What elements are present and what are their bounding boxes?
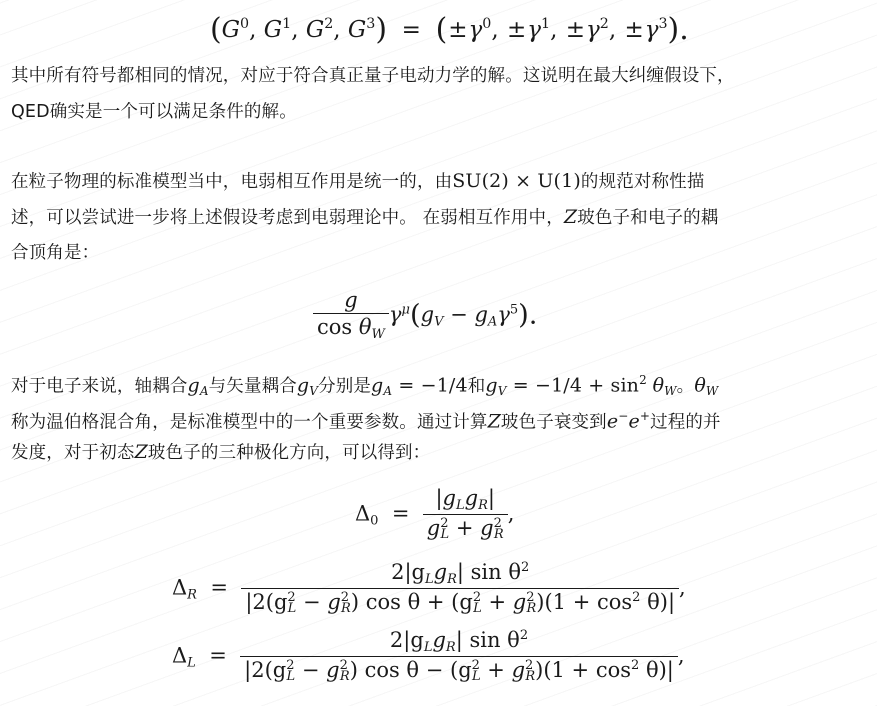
symbol-g: g — [326, 657, 340, 682]
subscript: R — [526, 601, 537, 617]
math-value: = −1/4 — [392, 374, 468, 397]
equals-sign: = — [391, 501, 410, 526]
superscript: − — [618, 409, 629, 423]
text-span: 分别是 — [318, 376, 372, 397]
superscript: 2 — [631, 657, 640, 673]
paren: ( — [210, 12, 222, 48]
text-span: 述，可以尝试进一步将上述假设考虑到电弱理论中。 在弱相互作用中， — [11, 208, 564, 228]
paragraph-electroweak — [11, 163, 867, 271]
symbol-g: g — [432, 628, 446, 653]
subscript: 0 — [370, 513, 379, 529]
symbol-g: g — [511, 657, 526, 682]
subscript: R — [341, 601, 351, 617]
comma: , — [491, 16, 499, 43]
subscript: W — [371, 327, 385, 343]
superscript: 2 — [286, 657, 295, 673]
symbol-g: g — [426, 515, 441, 540]
superscript: 1 — [282, 16, 292, 32]
comma: , — [249, 16, 257, 43]
symbol-G: G — [221, 16, 241, 43]
subscript: A — [383, 384, 393, 399]
symbol-theta: θ — [358, 315, 372, 340]
text-span: 与矢量耦合 — [208, 376, 297, 397]
subscript: R — [493, 527, 504, 543]
paren: ( — [435, 12, 448, 48]
superscript: 2 — [471, 657, 480, 673]
math-su2-u1: SU(2) × U(1) — [452, 170, 581, 192]
fraction — [240, 628, 678, 686]
subscript: L — [456, 497, 465, 513]
superscript: 2 — [324, 16, 334, 32]
superscript: 2 — [340, 589, 350, 605]
subscript: L — [423, 639, 433, 655]
subscript: A — [199, 384, 209, 399]
symbol-e: e — [606, 410, 619, 433]
minus-sign: − — [303, 589, 321, 614]
superscript: 2 — [440, 515, 449, 531]
equation-delta-0 — [355, 486, 514, 544]
equals-sign: = — [210, 575, 228, 600]
paren: ( — [409, 299, 421, 331]
text-line — [11, 362, 867, 398]
den-part: θ)| — [647, 589, 676, 614]
superscript: 2 — [287, 589, 296, 605]
superscript: 2 — [519, 628, 529, 643]
text-line: 合顶角是： — [11, 243, 100, 263]
math-Z: Z — [563, 206, 578, 228]
symbol-g: g — [371, 374, 384, 397]
plus-minus: ± — [565, 16, 585, 43]
comma: , — [333, 16, 341, 43]
symbol-gamma: γ — [585, 16, 600, 43]
plus-minus: ± — [506, 16, 527, 43]
symbol-gamma: γ — [527, 16, 541, 43]
numerator — [241, 560, 679, 588]
superscript: 3 — [366, 16, 376, 32]
cos: cos — [317, 315, 353, 340]
math-value: = −1/4 + sin — [506, 374, 640, 397]
text-span: 称为温伯格混合角，是标准模型中的一个重要参数。通过计算 — [11, 412, 488, 433]
symbol-theta: θ — [652, 374, 665, 397]
subscript: L — [440, 527, 450, 543]
superscript: 0 — [482, 16, 492, 32]
denominator — [423, 514, 508, 545]
comma: , — [291, 16, 299, 43]
subscript: L — [471, 669, 481, 685]
text-line — [11, 398, 867, 434]
symbol-gamma: γ — [497, 302, 510, 327]
subscript: R — [478, 497, 488, 513]
equation-delta-R — [172, 560, 686, 618]
plus-minus: ± — [624, 16, 644, 43]
plus-minus: ± — [448, 16, 468, 43]
text-span: 在粒子物理的标准模型当中，电弱相互作用是统一的，由 — [11, 172, 453, 192]
subscript: L — [187, 655, 196, 671]
superscript: 5 — [509, 302, 519, 318]
symbol-gamma: γ — [468, 16, 483, 43]
subscript: R — [445, 639, 456, 655]
text-line: QED确实是一个可以满足条件的解。 — [11, 102, 297, 122]
plus-sign: + — [488, 589, 507, 614]
text-line — [11, 434, 867, 470]
text-span: 的规范对称性描 — [580, 172, 705, 192]
paren: ) — [375, 12, 388, 48]
subscript: R — [187, 587, 197, 603]
symbol-g: g — [433, 560, 448, 585]
superscript: 2 — [632, 589, 641, 605]
text-span: 过程的并 — [650, 412, 721, 433]
fraction — [313, 288, 389, 344]
numerator: g — [344, 288, 358, 312]
subscript: V — [434, 314, 444, 330]
superscript: 2 — [526, 589, 535, 605]
den-part: ) cos θ + (g — [350, 589, 473, 614]
paren: ). — [667, 12, 689, 48]
superscript: 2 — [493, 515, 502, 531]
subscript: V — [309, 384, 319, 399]
symbol-G: G — [305, 16, 325, 43]
math-Z: Z — [134, 441, 148, 463]
plus-sign: + — [455, 515, 474, 540]
text-span: 玻色子的三种极化方向，可以得到： — [147, 443, 431, 463]
numerator — [423, 486, 508, 514]
equation-gamma-matrices — [210, 2, 689, 52]
abs-bar: | — [487, 486, 495, 510]
text-span: 玻色子衰变到 — [500, 412, 607, 433]
symbol-gamma: γ — [644, 16, 659, 43]
symbol-theta: θ — [694, 374, 706, 397]
fraction — [423, 486, 508, 544]
num-part: 2|g — [389, 628, 424, 653]
text-line — [11, 199, 867, 235]
den-part: )(1 + cos — [535, 657, 631, 682]
superscript: 1 — [541, 16, 551, 32]
subscript: R — [339, 669, 350, 685]
text-line — [11, 163, 867, 199]
superscript: + — [639, 409, 651, 423]
numerator — [240, 628, 678, 656]
symbol-g: g — [464, 486, 479, 510]
paragraph-qed-solution — [11, 58, 867, 130]
minus-sign: − — [301, 657, 320, 682]
symbol-gamma: γ — [388, 302, 402, 327]
superscript: 0 — [240, 16, 250, 32]
symbol-g: g — [474, 302, 488, 327]
plus-sign: + — [487, 657, 505, 682]
comma: , — [608, 16, 617, 43]
symbol-g: g — [187, 374, 200, 397]
symbol-g: g — [296, 374, 310, 397]
den-part: |2(g — [244, 657, 287, 682]
equation-delta-L — [172, 628, 685, 686]
paren: ). — [518, 299, 538, 331]
comma: , — [507, 501, 515, 526]
superscript: 2 — [639, 373, 647, 387]
subscript: W — [664, 384, 677, 399]
denominator — [313, 313, 389, 344]
superscript: 2 — [525, 657, 534, 673]
subscript: V — [497, 384, 507, 399]
superscript: 2 — [520, 560, 530, 575]
symbol-delta: Δ — [172, 643, 188, 668]
den-part: |2(g — [245, 589, 288, 614]
symbol-g: g — [512, 589, 527, 614]
text-span: 发度，对于初态 — [11, 443, 135, 463]
symbol-delta: Δ — [172, 575, 188, 600]
symbol-e: e — [628, 410, 640, 433]
math-Z: Z — [487, 410, 501, 433]
symbol-delta: Δ — [355, 501, 371, 526]
comma: , — [679, 575, 686, 600]
paragraph-coupling — [11, 362, 867, 470]
text-line: 其中所有符号都相同的情况，对应于符合真正量子电动力学的解。这说明在最大纠缠假设下， — [11, 66, 735, 86]
comma: , — [550, 16, 558, 43]
superscript: 2 — [339, 657, 348, 673]
num-part: | sin θ — [456, 560, 521, 585]
symbol-g: g — [480, 515, 494, 540]
symbol-G: G — [347, 16, 367, 43]
subscript: L — [424, 571, 434, 587]
superscript-mu: μ — [401, 302, 410, 318]
symbol-g: g — [420, 302, 435, 327]
superscript: 3 — [658, 16, 668, 32]
subscript: R — [447, 571, 457, 587]
denominator — [241, 588, 679, 619]
minus-sign: − — [450, 302, 468, 327]
equals-sign: = — [209, 643, 227, 668]
abs-g: |g — [435, 486, 456, 510]
denominator — [240, 656, 678, 687]
subscript: L — [287, 601, 297, 617]
den-part: )(1 + cos — [536, 589, 633, 614]
symbol-g: g — [485, 374, 498, 397]
subscript: L — [286, 669, 296, 685]
subscript: L — [473, 601, 482, 617]
text-span: 。 — [676, 376, 695, 397]
text-span: 和 — [467, 376, 486, 397]
fraction — [241, 560, 679, 618]
num-part: 2|g — [391, 560, 425, 585]
subscript: W — [705, 384, 719, 399]
text-span: 对于电子来说，轴耦合 — [11, 376, 188, 397]
equals-sign: = — [401, 16, 421, 43]
equation-vertex — [313, 288, 537, 344]
den-part: ) cos θ − (g — [349, 657, 472, 682]
den-part: θ)| — [645, 657, 674, 682]
comma: , — [677, 643, 685, 668]
subscript: R — [525, 669, 536, 685]
symbol-g: g — [327, 589, 341, 614]
num-part: | sin θ — [455, 628, 520, 653]
text-span: 玻色子和电子的耦 — [577, 208, 719, 228]
superscript: 2 — [599, 16, 609, 32]
symbol-G: G — [263, 16, 283, 43]
superscript: 2 — [472, 589, 482, 605]
subscript: A — [487, 314, 498, 330]
